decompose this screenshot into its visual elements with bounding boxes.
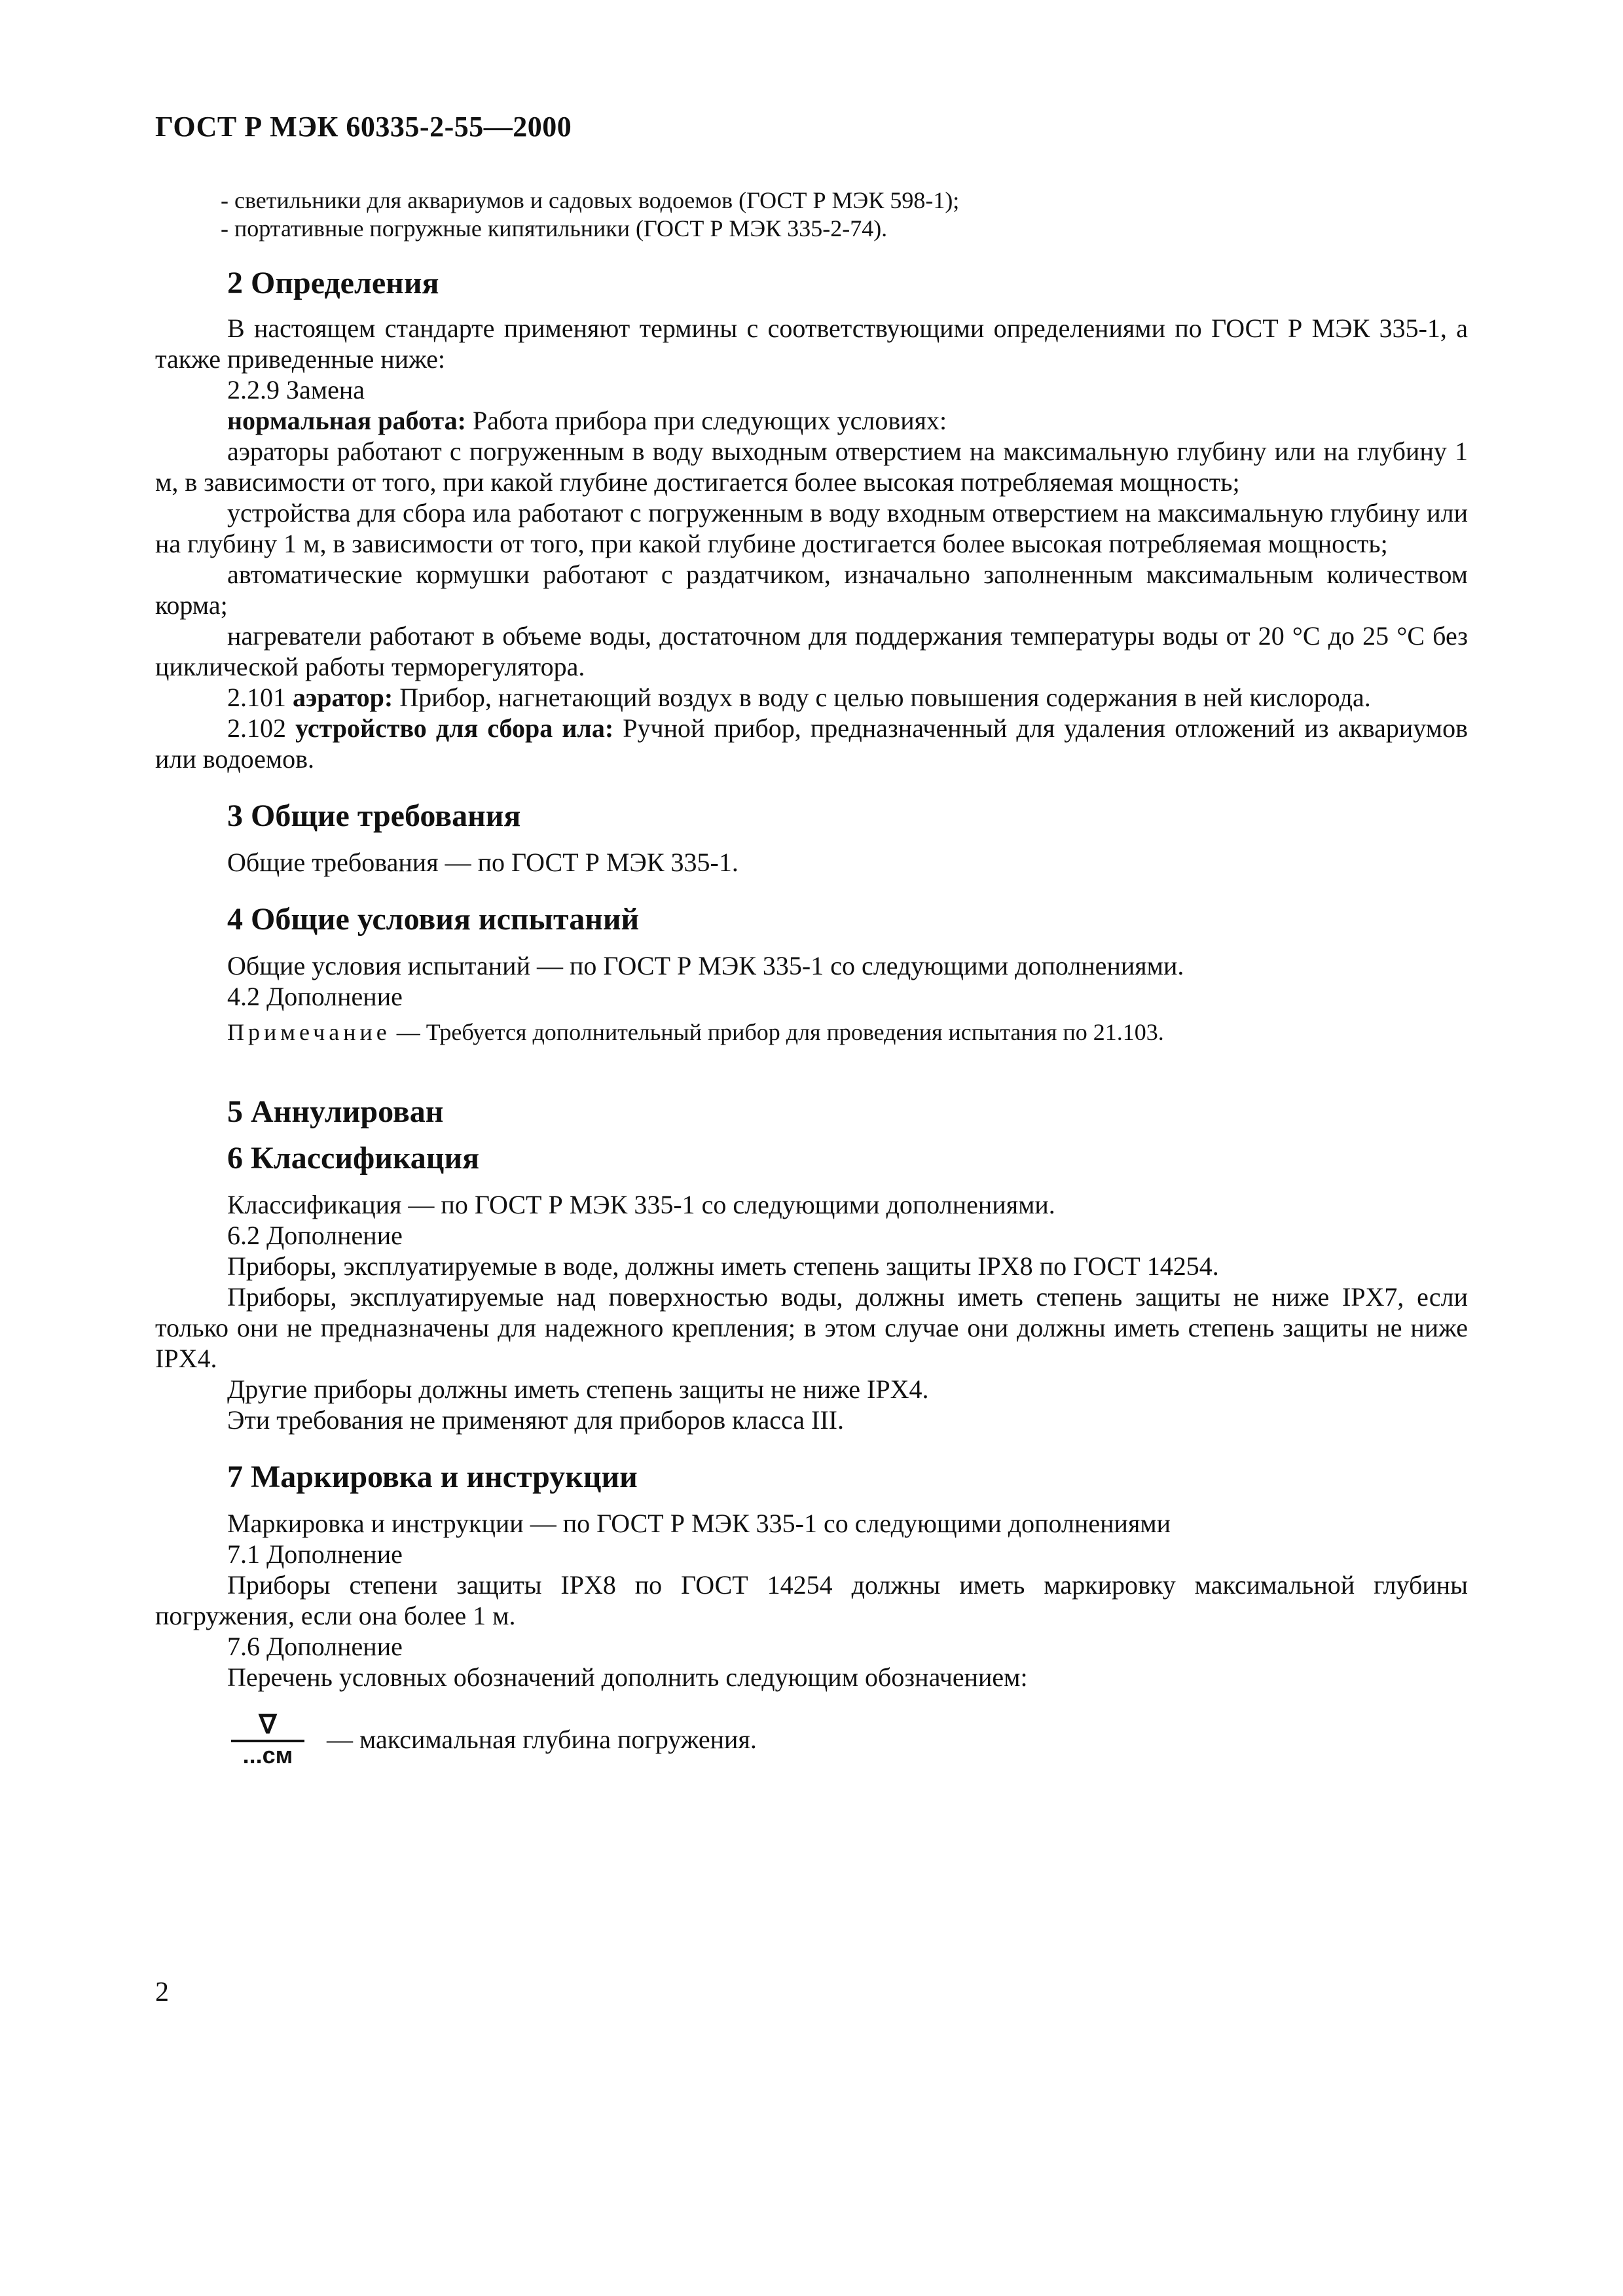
clause-6-2: 6.2 Дополнение — [227, 1221, 403, 1250]
term-sludge-collector: устройство для сбора ила: — [295, 713, 614, 743]
section-3-heading: 3 Общие требования — [227, 798, 521, 833]
clause-4-2: 4.2 Дополнение — [227, 982, 403, 1011]
section-6-text: Классификация — по ГОСТ Р МЭК 335-1 со следующими дополнениями. — [227, 1190, 1055, 1219]
condition-aerators: аэраторы работают с погруженным в воду выходным отверстием на максимальную глубину или на глубину 1 м, в зависимости от того, при какой глубине достигается более высокая потребляемая мощность; — [155, 437, 1468, 497]
list-item: - светильники для аквариумов и садовых водоемов (ГОСТ Р МЭК 598-1); — [221, 187, 960, 213]
clause-7-1: 7.1 Дополнение — [227, 1539, 403, 1569]
section-6-p2: Приборы, эксплуатируемые над поверхностью воды, должны иметь степень защиты не ниже IPX7, если только они не предназначены для надежного крепления; в этом случае они должны иметь степень защиты не ниже IPX4. — [155, 1282, 1468, 1373]
definition-text: Прибор, нагнетающий воздух в воду с целью повышения содержания в ней кислорода. — [393, 683, 1371, 712]
section-7-p2: Перечень условных обозначений дополнить следующим обозначением: — [227, 1662, 1028, 1692]
page-number: 2 — [155, 1977, 169, 2007]
note-text: — Требуется дополнительный прибор для проведения испытания по 21.103. — [390, 1019, 1164, 1045]
note — [155, 1017, 1468, 1048]
condition-sludge-collectors: устройства для сбора ила работают с погруженным в воду входным отверстием на максимальную глубину или на глубину 1 м, в зависимости от того, при какой глубине достигается более высокая потребляемая мощность; — [155, 498, 1468, 558]
list-item: - портативные погружные кипятильники (ГОСТ Р МЭК 335-2-74). — [221, 215, 888, 242]
depth-symbol-row — [155, 1710, 1468, 1768]
condition-feeders: автоматические кормушки работают с раздатчиком, изначально заполненным максимальным количеством корма; — [155, 560, 1468, 620]
section-4-text: Общие условия испытаний — по ГОСТ Р МЭК 335-1 со следующими дополнениями. — [227, 951, 1184, 980]
clause-number: 2.102 — [227, 713, 296, 743]
definition-2-101 — [155, 682, 1468, 713]
term-normal-operation: нормальная работа: — [227, 406, 466, 435]
section-4-heading: 4 Общие условия испытаний — [227, 902, 640, 937]
section-2-intro: В настоящем стандарте применяют термины с соответствующими определениями по ГОСТ Р МЭК 335-1, а также приведенные ниже: — [155, 314, 1468, 374]
section-6-p3: Другие приборы должны иметь степень защиты не ниже IPX4. — [227, 1374, 929, 1404]
section-7-heading: 7 Маркировка и инструкции — [227, 1460, 638, 1494]
document-header: ГОСТ Р МЭК 60335-2-55—2000 — [155, 111, 572, 143]
symbol-unit: ...см — [242, 1742, 293, 1768]
section-2-heading: 2 Определения — [227, 266, 439, 300]
definition-normal-operation — [155, 405, 1468, 436]
section-7-text: Маркировка и инструкции — по ГОСТ Р МЭК 335-1 со следующими дополнениями — [227, 1509, 1171, 1538]
max-depth-symbol-icon — [228, 1710, 307, 1768]
section-7-p1: Приборы степени защиты IPX8 по ГОСТ 14254 должны иметь маркировку максимальной глубины погружения, если она более 1 м. — [155, 1570, 1468, 1630]
triangle-down-icon: ∇ — [259, 1710, 277, 1739]
note-label: Примечание — [227, 1019, 391, 1045]
condition-heaters: нагреватели работают в объеме воды, достаточном для поддержания температуры воды от 20 °С до 25 °С без циклической работы терморегулятора. — [155, 621, 1468, 681]
section-3-text: Общие требования — по ГОСТ Р МЭК 335-1. — [227, 848, 739, 877]
document-body — [155, 187, 1468, 1768]
clause-2-2-9: 2.2.9 Замена — [227, 375, 365, 404]
section-6-p4: Эти требования не применяют для приборов класса III. — [227, 1405, 844, 1435]
symbol-description: — максимальная глубина погружения. — [327, 1724, 757, 1754]
clause-number: 2.101 — [227, 683, 293, 712]
term-aerator: аэратор: — [293, 683, 393, 712]
clause-7-6: 7.6 Дополнение — [227, 1632, 403, 1661]
definition-2-102 — [155, 713, 1468, 774]
section-6-p1: Приборы, эксплуатируемые в воде, должны иметь степень защиты IPX8 по ГОСТ 14254. — [227, 1251, 1219, 1281]
section-5-heading: 5 Аннулирован — [227, 1094, 444, 1129]
section-6-heading: 6 Классификация — [227, 1141, 480, 1175]
definition-text: Ручной прибор, предназначенный для удаления отложений из аквариумов или водоемов. — [155, 713, 1468, 774]
definition-text: Работа прибора при следующих условиях: — [465, 406, 947, 435]
